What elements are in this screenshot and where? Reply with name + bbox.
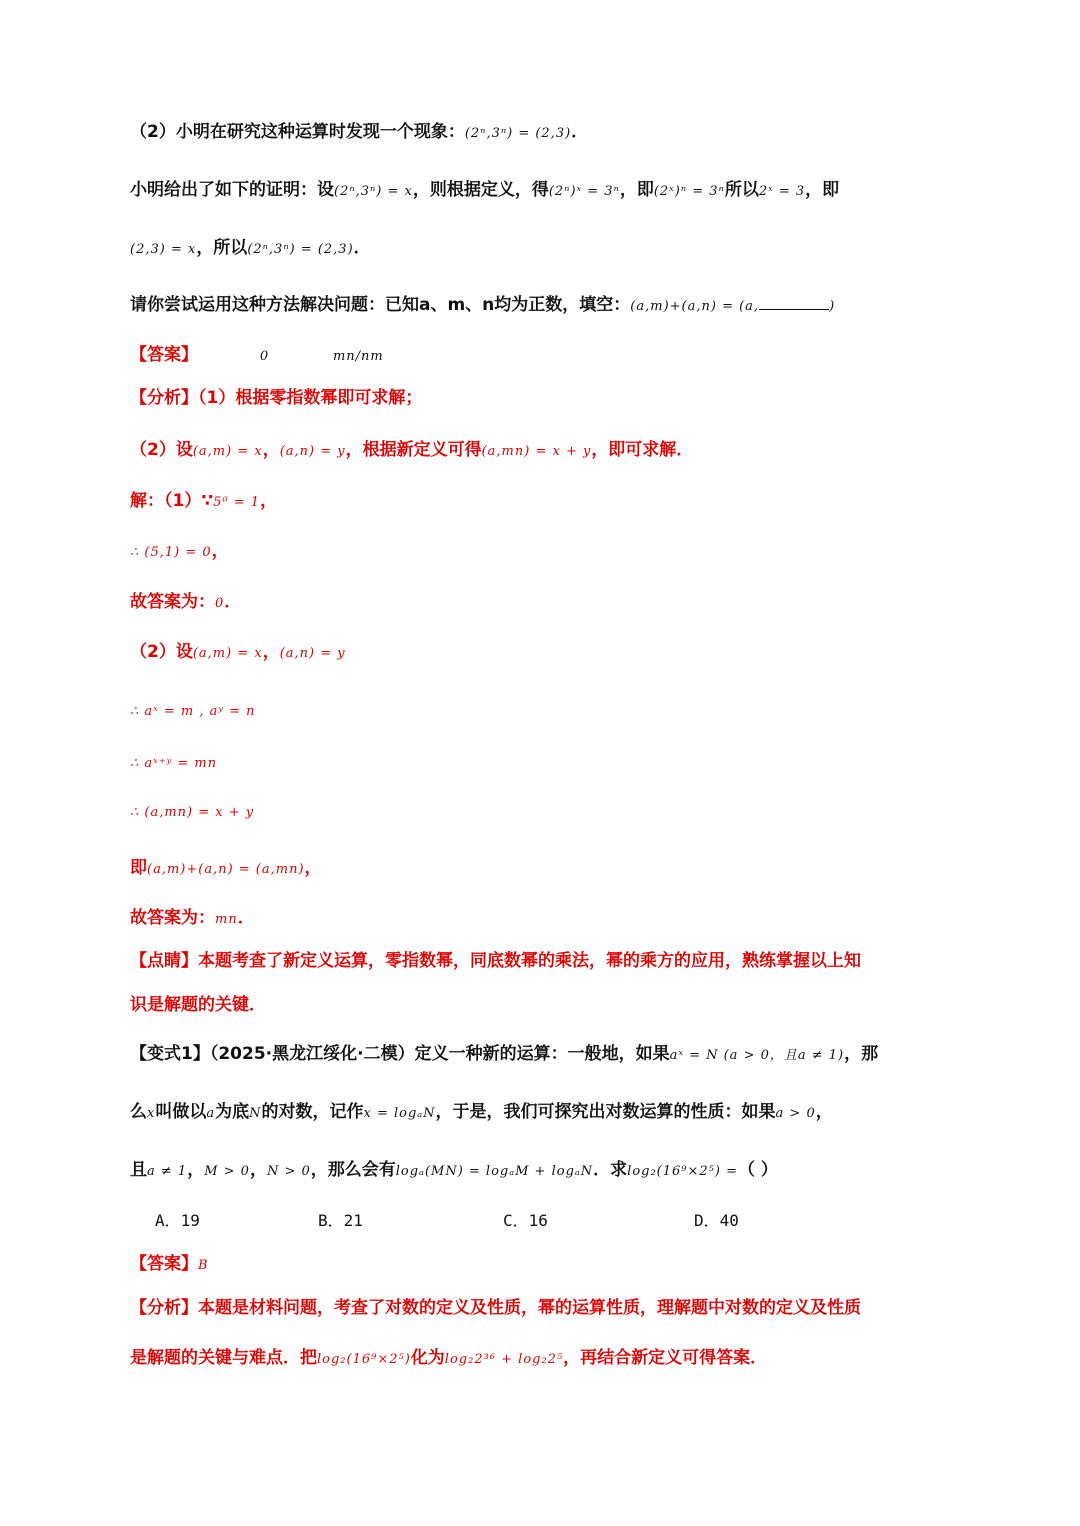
analysis-label: 【分析】: [130, 388, 198, 408]
variant-line-1: 【变式1】（2025·黑龙江绥化·二模）定义一种新的运算：一般地，如果aˣ = N (a > 0，且a ≠ 1)，那: [130, 1044, 879, 1064]
proof-line-1: 小明给出了如下的证明：设(2ⁿ,3ⁿ) = x，则根据定义，得(2ⁿ)ˣ = 3ⁿ，即(2ˣ)ⁿ = 3ⁿ所以2ˣ = 3，即: [130, 180, 840, 200]
solution-line-9: 故答案为：mn．: [130, 908, 255, 928]
variant-line-2: 么x叫做以a为底N的对数，记作x = logₐN，于是，我们可探究出对数运算的性质：如果a > 0，: [130, 1102, 833, 1122]
variant-line-3: 且a ≠ 1，M > 0，N > 0，那么会有logₐ(MN) = logₐM + logₐN．求log₂(16⁹×2⁵) =（ ）: [130, 1160, 778, 1180]
analysis2-line-1: 【分析】本题是材料问题，考查了对数的定义及性质，幂的运算性质，理解题中对数的定义及性质: [130, 1298, 861, 1318]
option-c[interactable]: C．16: [503, 1211, 548, 1230]
proof-line-2: (2,3) = x，所以(2ⁿ,3ⁿ) = (2,3)．: [130, 238, 371, 258]
option-b[interactable]: B．21: [318, 1211, 363, 1230]
answer2-line: [130, 1252, 209, 1278]
answer2-label: 【答案】: [130, 1254, 198, 1274]
solution-line-8: 即(a,m)+(a,n) = (a,mn)，: [130, 858, 322, 878]
solution-line-7: ∴ (a,mn) = x + y: [130, 805, 255, 820]
problem-2-line-1: （2）小明在研究这种运算时发现一个现象：(2ⁿ,3ⁿ) = (2,3)．: [130, 122, 589, 142]
answer2-value: B: [198, 1258, 209, 1273]
analysis-line-1: 【分析】（1）根据零指数幂即可求解；: [130, 388, 423, 408]
solution-line-3: 故答案为：0．: [130, 592, 242, 612]
point-label: 【点睛】: [130, 951, 198, 971]
option-a[interactable]: A．19: [155, 1211, 200, 1230]
solution-line-5: ∴ aˣ = m , aʸ = n: [130, 704, 256, 719]
option-d[interactable]: D．40: [694, 1211, 739, 1230]
solution-line-6: ∴ aˣ⁺ʸ = mn: [130, 756, 218, 771]
answer-value-2: mn/nm: [332, 349, 384, 364]
analysis-line-2: （2）设(a,m) = x，(a,n) = y，根据新定义可得(a,mn) = x + y，即可求解．: [130, 440, 694, 460]
solution-line-2: ∴ (5,1) = 0，: [130, 541, 229, 561]
solution-line-4: （2）设(a,m) = x，(a,n) = y: [130, 642, 346, 662]
answer-value-1: 0: [259, 349, 270, 364]
solution-line-1: 解：（1）∵5⁰ = 1，: [130, 491, 278, 511]
answer-blank: [759, 295, 829, 310]
point-line-1: 【点睛】本题考查了新定义运算，零指数幂，同底数幂的乘法，幂的乘方的应用，熟练掌握以上知: [130, 951, 861, 971]
point-line-2: 识是解题的关键．: [130, 995, 266, 1015]
fill-in-question: 请你尝试运用这种方法解决问题：已知a、m、n均为正数，填空：(a,m)+(a,n) = (a, ): [130, 295, 836, 315]
analysis2-label: 【分析】: [130, 1298, 198, 1318]
answer-line: [130, 343, 384, 369]
variant-label: 【变式1】: [130, 1044, 210, 1064]
answer-label: 【答案】: [130, 345, 198, 365]
analysis2-line-2: 是解题的关键与难点．把log₂(16⁹×2⁵)化为log₂2³⁶ + log₂2⁵，再结合新定义可得答案．: [130, 1348, 768, 1368]
